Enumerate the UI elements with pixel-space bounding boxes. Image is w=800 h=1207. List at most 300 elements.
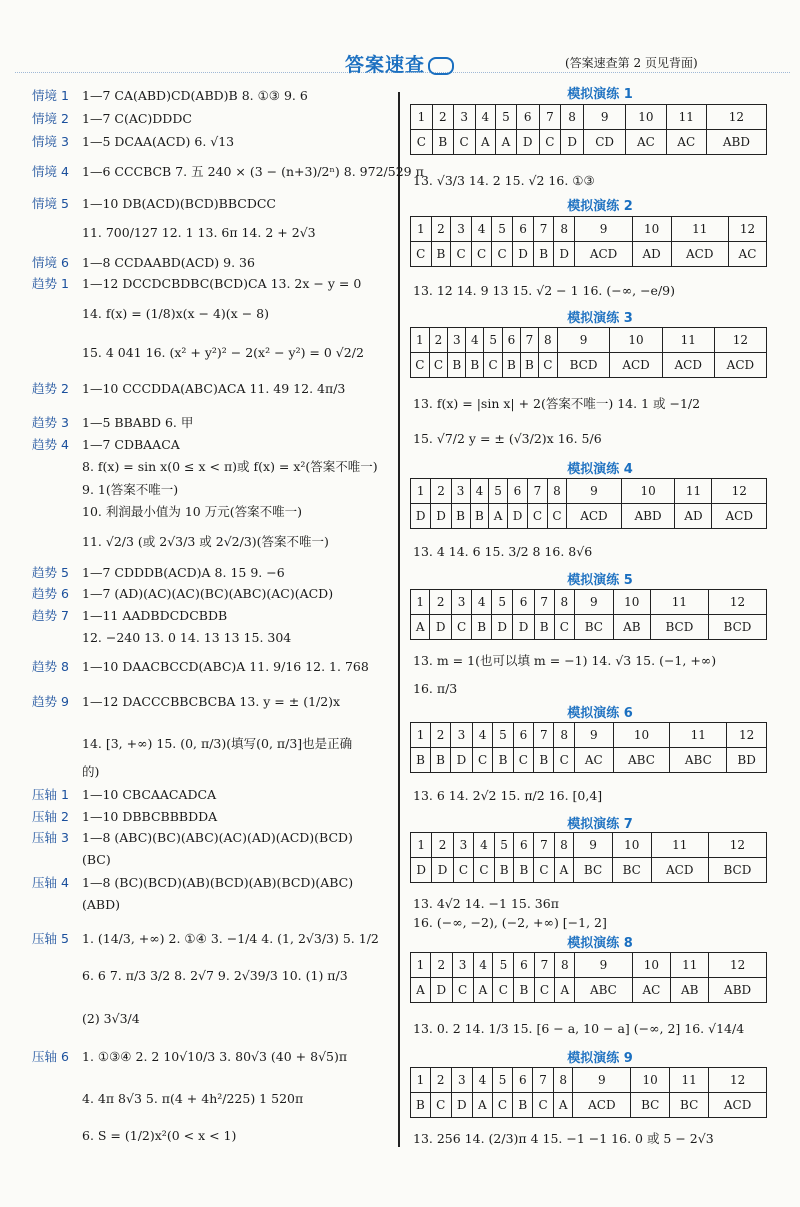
question-number: 10 <box>621 479 675 504</box>
answer-cell: BC <box>612 858 651 883</box>
question-number: 8 <box>547 479 567 504</box>
answer-line-yazhou-5: 压轴 5 1. (14/3, +∞) 2. ①④ 3. −1/4 4. (1, 2√3/3) 5. 1/2 <box>32 931 379 946</box>
question-number: 8 <box>554 590 574 615</box>
answer-cell: A <box>475 130 496 155</box>
question-number: 10 <box>632 217 671 242</box>
question-number: 7 <box>534 833 554 858</box>
question-number: 7 <box>534 590 554 615</box>
question-number: 7 <box>539 105 561 130</box>
answer-cell: C <box>554 615 574 640</box>
answer-line-qushi-1b: 14. f(x) = (1/8)x(x − 4)(x − 8) <box>82 306 269 321</box>
question-number: 1 <box>411 953 431 978</box>
question-number: 7 <box>533 1068 554 1093</box>
question-number: 10 <box>610 328 662 353</box>
question-number: 8 <box>553 1068 573 1093</box>
question-number: 9 <box>575 723 613 748</box>
practice-title-m9: 模拟演练 9 <box>567 1051 633 1066</box>
answer-cell: B <box>513 1093 533 1118</box>
answer-cell: D <box>512 242 533 267</box>
answer-row <box>411 858 767 883</box>
answer-cell: D <box>492 615 513 640</box>
answer-cell: AB <box>613 615 650 640</box>
answer-line-qushi-4d: 10. 利润最小值为 10 万元(答案不唯一) <box>82 504 302 519</box>
answer-cell: ABC <box>670 748 727 773</box>
answer-cell: AD <box>675 504 712 529</box>
question-number: 4 <box>472 590 492 615</box>
answer-line-qingjing-1: 情境 1 1—7 CA(ABD)CD(ABD)B 8. ①③ 9. 6 <box>32 88 308 103</box>
answer-table-m3 <box>410 327 767 378</box>
answer-line-qushi-4: 趋势 4 1—7 CDBAACA <box>32 437 180 452</box>
answer-line-yazhou-3b: (BC) <box>82 852 111 867</box>
answer-cell: A <box>555 978 575 1003</box>
question-number: 11 <box>651 833 708 858</box>
question-number: 4 <box>472 723 493 748</box>
question-number: 10 <box>631 1068 670 1093</box>
question-number: 3 <box>451 590 471 615</box>
answer-line-qingjing-3: 情境 3 1—5 DCAA(ACD) 6. √13 <box>32 134 235 149</box>
answer-cell: ABD <box>621 504 675 529</box>
answer-cell: ACD <box>651 858 708 883</box>
answer-cell: C <box>538 353 557 378</box>
answer-cell: C <box>492 1093 513 1118</box>
answer-row <box>411 978 767 1003</box>
answer-cell: C <box>484 353 503 378</box>
question-number: 12 <box>728 217 766 242</box>
question-number: 4 <box>475 105 496 130</box>
answer-cell: D <box>561 130 584 155</box>
answer-cell: BCD <box>650 615 708 640</box>
answer-cell: D <box>451 748 473 773</box>
question-number: 3 <box>452 953 473 978</box>
answer-cell: ACD <box>712 504 767 529</box>
question-number: 10 <box>632 953 671 978</box>
answer-cell: D <box>451 1093 473 1118</box>
answer-cell: D <box>513 615 534 640</box>
practice-extra-m8-1: 13. 0. 2 14. 1/3 15. [6 − a, 10 − a] (−∞, 2] 16. √14/4 <box>413 1021 745 1036</box>
question-number-row <box>411 590 767 615</box>
practice-extra-m6-1: 13. 6 14. 2√2 15. π/2 16. [0,4] <box>413 788 603 803</box>
question-number: 7 <box>534 953 555 978</box>
answer-cell: ACD <box>610 353 662 378</box>
question-number: 9 <box>567 479 622 504</box>
answer-cell: C <box>528 504 548 529</box>
answer-line-yazhou-4b: (ABD) <box>82 897 120 912</box>
answer-cell: A <box>473 978 493 1003</box>
answer-cell: BC <box>575 615 614 640</box>
question-number: 11 <box>650 590 708 615</box>
answer-cell: AC <box>666 130 706 155</box>
question-number: 4 <box>474 833 494 858</box>
answer-line-yazhou-1: 压轴 1 1—10 CBCAACADCA <box>32 787 217 802</box>
answer-line-yazhou-6c: 6. S = (1/2)x²(0 < x < 1) <box>82 1128 237 1143</box>
answer-table-m9 <box>410 1067 767 1118</box>
answer-cell: C <box>539 130 561 155</box>
answer-cell: B <box>451 504 470 529</box>
question-number: 9 <box>575 217 632 242</box>
answer-table-m1 <box>410 104 767 155</box>
column-divider <box>398 92 400 1147</box>
answer-cell: B <box>472 615 492 640</box>
answer-cell: BD <box>727 748 767 773</box>
question-number: 4 <box>473 1068 493 1093</box>
question-number: 3 <box>453 105 475 130</box>
answer-cell: B <box>431 242 451 267</box>
question-number: 4 <box>473 953 493 978</box>
answer-cell: C <box>411 353 430 378</box>
practice-title-m7: 模拟演练 7 <box>567 817 633 832</box>
answer-row <box>411 615 767 640</box>
answer-cell: B <box>432 130 453 155</box>
question-number: 5 <box>496 105 517 130</box>
answer-cell: B <box>514 858 534 883</box>
answer-line-qushi-2: 趋势 2 1—10 CCCDDA(ABC)ACA 11. 49 12. 4π/3 <box>32 381 346 396</box>
answer-line-yazhou-6b: 4. 4π 8√3 5. π(4 + 4h²/225) 1 520π <box>82 1091 304 1106</box>
answer-row <box>411 748 767 773</box>
answer-cell: AD <box>632 242 671 267</box>
answer-cell: ACD <box>575 242 632 267</box>
question-number: 6 <box>514 833 534 858</box>
answer-line-qushi-7: 趋势 7 1—11 AADBDCDCBDB <box>32 608 228 623</box>
answer-cell: D <box>411 858 432 883</box>
answer-cell: C <box>451 242 472 267</box>
answer-row <box>411 242 767 267</box>
question-number: 8 <box>538 328 557 353</box>
question-number: 9 <box>583 105 625 130</box>
answer-cell: B <box>534 748 554 773</box>
answer-table-m7 <box>410 832 767 883</box>
question-number: 3 <box>448 328 466 353</box>
answer-cell: B <box>411 748 431 773</box>
answer-cell: C <box>411 242 432 267</box>
question-number: 8 <box>554 217 575 242</box>
question-number: 5 <box>484 328 503 353</box>
question-number: 4 <box>470 479 489 504</box>
question-number: 8 <box>555 953 575 978</box>
answer-line-qingjing-6: 情境 6 1—8 CCDAABD(ACD) 9. 36 <box>32 255 255 270</box>
question-number-row <box>411 723 767 748</box>
practice-extra-m4-1: 13. 4 14. 6 15. 3/2 8 16. 8√6 <box>413 544 593 559</box>
answer-cell: ACD <box>573 1093 631 1118</box>
answer-cell: D <box>431 504 451 529</box>
question-number: 10 <box>626 105 666 130</box>
question-number: 10 <box>613 723 670 748</box>
answer-cell: B <box>431 748 451 773</box>
question-number: 11 <box>670 1068 709 1093</box>
question-number: 9 <box>557 328 610 353</box>
answer-line-qushi-9c: 的) <box>82 764 100 779</box>
practice-extra-m7-1: 13. 4√2 14. −1 15. 36π <box>413 896 559 911</box>
question-number: 5 <box>492 1068 513 1093</box>
question-number: 6 <box>512 217 533 242</box>
answer-cell: AC <box>728 242 766 267</box>
answer-cell: B <box>534 615 554 640</box>
answer-line-qingjing-4: 情境 4 1—6 CCCBCB 7. 五 240 × (3 − (n+3)/2ⁿ) 8. 972/529 π <box>32 164 424 179</box>
question-number: 11 <box>670 723 727 748</box>
answer-cell: B <box>502 353 520 378</box>
answer-cell: A <box>489 504 508 529</box>
practice-extra-m1-1: 13. √3/3 14. 2 15. √2 16. ①③ <box>413 173 595 188</box>
question-number-row <box>411 953 767 978</box>
practice-extra-m2-1: 13. 12 14. 9 13 15. √2 − 1 16. (−∞, −e/9) <box>413 283 675 298</box>
question-number-row <box>411 479 767 504</box>
answer-cell: BC <box>670 1093 709 1118</box>
answer-cell: D <box>411 504 431 529</box>
answer-cell: AC <box>575 748 613 773</box>
practice-extra-m5-1: 13. m = 1(也可以填 m = −1) 14. √3 15. (−1, +∞) <box>413 653 717 668</box>
question-number: 7 <box>534 217 554 242</box>
answer-table-m6 <box>410 722 767 773</box>
practice-extra-m5-2: 16. π/3 <box>413 681 458 696</box>
question-number: 5 <box>493 723 513 748</box>
answer-cell: C <box>453 858 473 883</box>
answer-cell: C <box>429 353 448 378</box>
answer-cell: B <box>411 1093 431 1118</box>
answer-line-yazhou-5c: (2) 3√3/4 <box>82 1011 140 1026</box>
answer-line-qingjing-5: 情境 5 1—10 DB(ACD)(BCD)BBCDCC <box>32 196 276 211</box>
answer-cell: B <box>520 353 538 378</box>
answer-cell: D <box>430 615 451 640</box>
answer-table-m5 <box>410 589 767 640</box>
practice-title-m3: 模拟演练 3 <box>567 311 633 326</box>
answer-line-qushi-6: 趋势 6 1—7 (AD)(AC)(AC)(BC)(ABC)(AC)(ACD) <box>32 586 334 601</box>
answer-cell: D <box>507 504 527 529</box>
question-number-row <box>411 105 767 130</box>
answer-cell: C <box>474 858 494 883</box>
page-title: 答案速查 <box>345 50 454 77</box>
question-number: 3 <box>451 479 470 504</box>
answer-line-qushi-7b: 12. −240 13. 0 14. 13 13 15. 304 <box>82 630 292 645</box>
question-number: 8 <box>561 105 584 130</box>
question-number: 9 <box>574 833 613 858</box>
question-number: 7 <box>534 723 554 748</box>
answer-cell: C <box>472 748 493 773</box>
answer-cell: C <box>554 748 575 773</box>
answer-cell: D <box>430 978 452 1003</box>
answer-line-qingjing-5b: 11. 700/127 12. 1 13. 6π 14. 2 + 2√3 <box>82 225 316 240</box>
answer-line-qushi-1: 趋势 1 1—12 DCCDCBDBC(BCD)CA 13. 2x − y = 0 <box>32 276 362 291</box>
question-number: 2 <box>432 833 453 858</box>
question-number-row <box>411 217 767 242</box>
question-number: 1 <box>411 723 431 748</box>
answer-cell: B <box>494 858 514 883</box>
answer-line-qushi-3: 趋势 3 1—5 BBABD 6. 甲 <box>32 415 194 430</box>
practice-title-m5: 模拟演练 5 <box>567 573 633 588</box>
question-number: 2 <box>430 1068 451 1093</box>
question-number: 10 <box>613 590 650 615</box>
answer-cell: D <box>432 858 453 883</box>
answer-cell: AC <box>632 978 671 1003</box>
answer-cell: CD <box>583 130 625 155</box>
answer-cell: C <box>513 748 534 773</box>
practice-extra-m9-1: 13. 256 14. (2/3)π 4 15. −1 −1 16. 0 或 5 − 2√3 <box>413 1131 714 1146</box>
answer-cell: A <box>554 858 573 883</box>
question-number: 11 <box>675 479 712 504</box>
answer-cell: ABD <box>709 978 767 1003</box>
question-number: 4 <box>471 217 492 242</box>
question-number: 8 <box>554 833 573 858</box>
question-number: 12 <box>727 723 767 748</box>
answer-cell: B <box>493 748 513 773</box>
question-number-row <box>411 1068 767 1093</box>
answer-cell: C <box>471 242 492 267</box>
practice-extra-m3-1: 13. f(x) = |sin x| + 2(答案不唯一) 14. 1 或 −1/2 <box>413 396 701 411</box>
answer-cell: ABC <box>613 748 670 773</box>
question-number: 7 <box>528 479 548 504</box>
answer-cell: B <box>514 978 534 1003</box>
answer-cell: C <box>411 130 433 155</box>
practice-extra-m7-2: 16. (−∞, −2), (−2, +∞) [−1, 2] <box>413 915 607 930</box>
answer-cell: A <box>553 1093 573 1118</box>
question-number: 9 <box>573 1068 631 1093</box>
answer-line-yazhou-4: 压轴 4 1—8 (BC)(BCD)(AB)(BCD)(AB)(BCD)(ABC) <box>32 875 354 890</box>
page-note: (答案速查第 2 页见背面) <box>565 56 698 70</box>
question-number: 11 <box>671 217 728 242</box>
answer-line-qushi-4c: 9. 1(答案不唯一) <box>82 482 179 497</box>
answer-cell: ACD <box>567 504 622 529</box>
answer-table-m4 <box>410 478 767 529</box>
question-number: 6 <box>502 328 520 353</box>
practice-title-m4: 模拟演练 4 <box>567 462 633 477</box>
question-number: 1 <box>411 833 432 858</box>
answer-cell: BC <box>631 1093 670 1118</box>
question-number: 10 <box>612 833 651 858</box>
answer-cell: C <box>451 615 471 640</box>
answer-cell: ACD <box>714 353 766 378</box>
question-number: 12 <box>712 479 767 504</box>
question-number: 1 <box>411 479 431 504</box>
question-number: 2 <box>432 105 453 130</box>
answer-cell: AC <box>626 130 666 155</box>
question-number: 6 <box>514 953 534 978</box>
practice-extra-m3-2: 15. √7/2 y = ± (√3/2)x 16. 5/6 <box>413 431 602 446</box>
practice-title-m8: 模拟演练 8 <box>567 936 633 951</box>
question-number: 4 <box>466 328 484 353</box>
answer-line-yazhou-6: 压轴 6 1. ①③④ 2. 2 10√10/3 3. 80√3 (40 + 8√5)π <box>32 1049 348 1064</box>
answer-cell: ABD <box>706 130 766 155</box>
question-number: 7 <box>520 328 538 353</box>
question-number: 2 <box>430 590 451 615</box>
answer-cell: C <box>534 978 555 1003</box>
practice-title-m1: 模拟演练 1 <box>567 87 633 102</box>
answer-cell: C <box>493 978 514 1003</box>
question-number: 5 <box>494 833 514 858</box>
answer-cell: B <box>534 242 554 267</box>
answer-cell: A <box>473 1093 493 1118</box>
answer-cell: ABC <box>575 978 632 1003</box>
question-number: 3 <box>451 217 472 242</box>
question-number: 6 <box>513 723 534 748</box>
answer-line-yazhou-2: 压轴 2 1—10 DBBCBBBDDA <box>32 809 218 824</box>
answer-line-qushi-1c: 15. 4 041 16. (x² + y²)² − 2(x² − y²) = 0 √2/2 <box>82 345 364 360</box>
question-number: 5 <box>489 479 508 504</box>
answer-cell: AB <box>671 978 709 1003</box>
question-number: 1 <box>411 217 432 242</box>
question-number: 3 <box>451 723 473 748</box>
answer-cell: ACD <box>709 1093 767 1118</box>
question-number: 8 <box>554 723 575 748</box>
answer-cell: B <box>448 353 466 378</box>
answer-line-qushi-5: 趋势 5 1—7 CDDDB(ACD)A 8. 15 9. −6 <box>32 565 285 580</box>
answer-line-yazhou-3: 压轴 3 1—8 (ABC)(BC)(ABC)(AC)(AD)(ACD)(BCD) <box>32 830 353 845</box>
practice-title-m2: 模拟演练 2 <box>567 199 633 214</box>
question-number: 6 <box>513 1068 533 1093</box>
answer-cell: A <box>496 130 517 155</box>
answer-cell: BCD <box>557 353 610 378</box>
question-number: 1 <box>411 105 433 130</box>
question-number: 3 <box>453 833 473 858</box>
question-number: 2 <box>431 217 451 242</box>
answer-cell: ACD <box>662 353 714 378</box>
question-number: 1 <box>411 590 430 615</box>
question-number: 5 <box>492 590 513 615</box>
question-number: 12 <box>709 953 767 978</box>
question-number-row <box>411 328 767 353</box>
question-number: 12 <box>708 590 766 615</box>
answer-row <box>411 130 767 155</box>
answer-line-qushi-9: 趋势 9 1—12 DACCCBBCBCBA 13. y = ± (1/2)x <box>32 694 341 709</box>
question-number-row <box>411 833 767 858</box>
answer-cell: C <box>547 504 567 529</box>
question-number: 12 <box>706 105 766 130</box>
question-number: 2 <box>429 328 448 353</box>
practice-title-m6: 模拟演练 6 <box>567 706 633 721</box>
answer-line-qushi-4b: 8. f(x) = sin x(0 ≤ x < π)或 f(x) = x²(答案不唯一) <box>82 459 378 474</box>
answer-cell: BCD <box>708 858 766 883</box>
answer-cell: C <box>452 978 473 1003</box>
answer-line-qingjing-2: 情境 2 1—7 C(AC)DDDC <box>32 111 192 126</box>
glasses-icon <box>428 57 454 75</box>
question-number: 2 <box>431 723 451 748</box>
answer-cell: C <box>533 1093 554 1118</box>
question-number: 9 <box>575 590 614 615</box>
answer-cell: A <box>411 978 431 1003</box>
question-number: 2 <box>430 953 452 978</box>
answer-row <box>411 1093 767 1118</box>
answer-cell: ACD <box>671 242 728 267</box>
answer-line-yazhou-5b: 6. 6 7. π/3 3/2 8. 2√7 9. 2√39/3 10. (1) π/3 <box>82 968 348 983</box>
answer-cell: C <box>534 858 554 883</box>
answer-cell: BC <box>574 858 613 883</box>
answer-cell: B <box>466 353 484 378</box>
question-number: 2 <box>431 479 451 504</box>
answer-cell: D <box>554 242 575 267</box>
answer-table-m8 <box>410 952 767 1003</box>
question-number: 12 <box>709 1068 767 1093</box>
question-number: 1 <box>411 328 430 353</box>
answer-cell: BCD <box>708 615 766 640</box>
question-number: 5 <box>493 953 514 978</box>
question-number: 11 <box>671 953 709 978</box>
question-number: 6 <box>516 105 539 130</box>
answer-line-qushi-4e: 11. √2/3 (或 2√3/3 或 2√2/3)(答案不唯一) <box>82 534 329 549</box>
answer-cell: C <box>453 130 475 155</box>
question-number: 3 <box>451 1068 473 1093</box>
answer-row <box>411 353 767 378</box>
answer-line-qushi-9b: 14. [3, +∞) 15. (0, π/3)(填写(0, π/3]也是正确 <box>82 736 353 751</box>
question-number: 9 <box>575 953 632 978</box>
answer-cell: C <box>492 242 513 267</box>
answer-table-m2 <box>410 216 767 267</box>
answer-line-qushi-8: 趋势 8 1—10 DAACBCCD(ABC)A 11. 9/16 12. 1. 768 <box>32 659 369 674</box>
question-number: 11 <box>662 328 714 353</box>
question-number: 12 <box>714 328 766 353</box>
answer-cell: D <box>516 130 539 155</box>
question-number: 11 <box>666 105 706 130</box>
question-number: 5 <box>492 217 513 242</box>
answer-row <box>411 504 767 529</box>
answer-cell: B <box>470 504 489 529</box>
answer-cell: A <box>411 615 430 640</box>
